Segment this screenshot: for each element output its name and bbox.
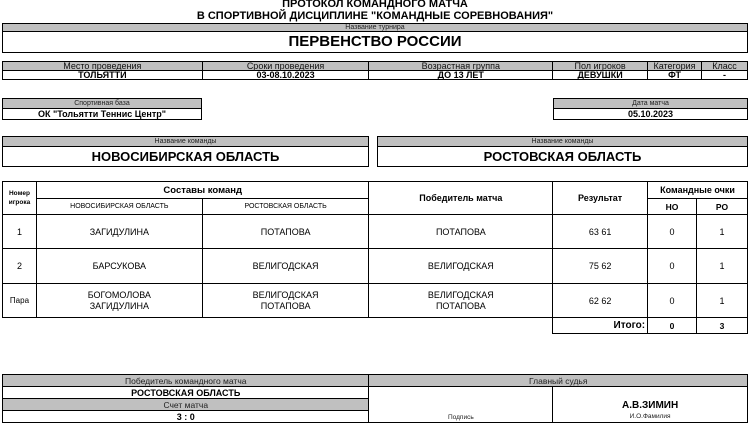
home-points-header: НО (648, 199, 697, 215)
match-result: 62 62 (553, 284, 648, 318)
protocol-title: ПРОТОКОЛ КОМАНДНОГО МАТЧА (282, 0, 468, 10)
table-row (3, 215, 748, 249)
winner-player: ПОТАПОВА (435, 300, 486, 311)
home-player: ЗАГИДУЛИНА (36, 215, 202, 249)
away-team-label: Название команды (378, 137, 747, 147)
match-date: 05.10.2023 (627, 109, 674, 119)
dates-label: Сроки проведения (202, 62, 369, 71)
total-away-points: 3 (697, 318, 748, 334)
team-points-header: Командные очки (648, 182, 748, 199)
signature-label: Подпись (447, 414, 474, 421)
total-label: Итого: (553, 318, 648, 334)
total-home-points: 0 (648, 318, 697, 334)
sport-base-name: ОК "Тольятти Теннис Центр" (37, 109, 167, 119)
class-label: Класс (702, 62, 748, 71)
result-header: Результат (553, 182, 648, 215)
tournament-box (2, 23, 748, 53)
player-no: 1 (3, 215, 37, 249)
chief-referee-label: Главный судья (369, 375, 748, 387)
referee-name: А.В.ЗИМИН (622, 400, 679, 411)
match-winner: ВЕЛИГОДСКАЯ (369, 249, 553, 284)
sport-base-box (2, 98, 202, 120)
home-player: БОГОМОЛОВА (87, 289, 151, 300)
gender: ДЕВУШКИ (553, 71, 648, 80)
away-team-name: РОСТОВСКАЯ ОБЛАСТЬ (483, 149, 642, 164)
home-points: 0 (648, 284, 697, 318)
sport-base-label: Спортивная база (3, 99, 201, 109)
venue-city-label: Место проведения (3, 62, 203, 71)
table-row (3, 249, 748, 284)
tournament-name: ПЕРВЕНСТВО РОССИИ (288, 33, 462, 50)
match-winner: ПОТАПОВА (369, 215, 553, 249)
away-player: ПОТАПОВА (260, 300, 311, 311)
home-team-column-header: НОВОСИБИРСКАЯ ОБЛАСТЬ (36, 199, 202, 215)
match-score: 3 : 0 (3, 411, 369, 423)
player-no: 2 (3, 249, 37, 284)
team-match-winner-label: Победитель командного матча (3, 375, 369, 387)
category-label: Категория (648, 62, 702, 71)
away-team-column-header: РОСТОВСКАЯ ОБЛАСТЬ (202, 199, 369, 215)
team-match-winner: РОСТОВСКАЯ ОБЛАСТЬ (3, 387, 369, 399)
home-points: 0 (648, 215, 697, 249)
signature-cell (369, 387, 553, 423)
category: ФТ (648, 71, 702, 80)
venue-city: ТОЛЬЯТТИ (3, 71, 203, 80)
match-score-label: Счет матча (3, 399, 369, 411)
winner-player: ВЕЛИГОДСКАЯ (427, 289, 494, 300)
referee-cell (553, 387, 748, 423)
home-player: БАРСУКОВА (36, 249, 202, 284)
match-table (2, 181, 748, 334)
total-spacer (3, 318, 553, 334)
class: - (702, 71, 748, 80)
name-label: И.О.Фамилия (629, 413, 671, 420)
home-team-name: НОВОСИБИРСКАЯ ОБЛАСТЬ (91, 149, 280, 164)
away-player: ВЕЛИГОДСКАЯ (252, 289, 319, 300)
player-no: Пара (3, 284, 37, 318)
away-points: 1 (697, 215, 748, 249)
tournament-label: Название турнира (3, 24, 747, 32)
home-team-label: Название команды (3, 137, 368, 147)
match-date-label: Дата матча (554, 99, 747, 109)
home-player: ЗАГИДУЛИНА (89, 300, 149, 311)
winner-header: Победитель матча (369, 182, 553, 215)
match-result: 75 62 (553, 249, 648, 284)
home-pair (36, 284, 202, 318)
away-points: 1 (697, 284, 748, 318)
away-points-header: РО (697, 199, 748, 215)
home-points: 0 (648, 249, 697, 284)
away-player: ПОТАПОВА (202, 215, 369, 249)
info-table (2, 61, 748, 80)
age-group-label: Возрастная группа (369, 62, 553, 71)
away-player: ВЕЛИГОДСКАЯ (202, 249, 369, 284)
away-team-box (377, 136, 748, 167)
match-winner (369, 284, 553, 318)
age-group: ДО 13 ЛЕТ (369, 71, 553, 80)
lineups-header: Составы команд (36, 182, 369, 199)
footer-table (2, 374, 748, 423)
gender-label: Пол игроков (553, 62, 648, 71)
match-result: 63 61 (553, 215, 648, 249)
protocol-subtitle: В СПОРТИВНОЙ ДИСЦИПЛИНЕ "КОМАНДНЫЕ СОРЕВНОВАНИЯ" (196, 10, 554, 22)
player-no-header: Номер игрока (3, 182, 37, 215)
match-date-box (553, 98, 748, 120)
away-points: 1 (697, 249, 748, 284)
home-team-box (2, 136, 369, 167)
table-row (3, 284, 748, 318)
dates: 03-08.10.2023 (202, 71, 369, 80)
away-pair (202, 284, 369, 318)
